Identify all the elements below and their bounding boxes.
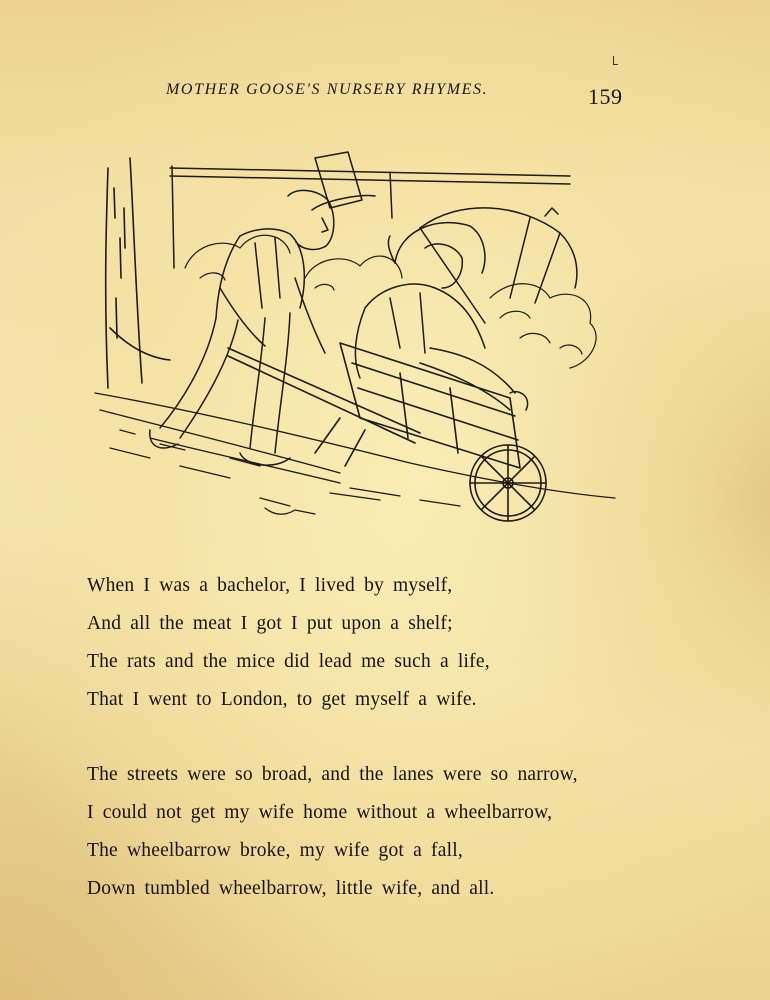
- running-title: MOTHER GOOSE'S NURSERY RHYMES.: [166, 81, 489, 98]
- tree-trunk: [106, 158, 170, 388]
- verse-line: The rats and the mice did lead me such a life,: [87, 651, 490, 672]
- stanza: [87, 567, 490, 719]
- page-mark: [613, 56, 618, 65]
- verse-line: And all the meat I got I put upon a shelf;: [87, 613, 453, 634]
- page-number: 159: [588, 84, 623, 109]
- stanza: [87, 756, 578, 908]
- verse-line: The streets were so broad, and the lanes were so narrow,: [87, 764, 578, 785]
- wheelbarrow-engraving: [90, 148, 620, 528]
- verse-line: I could not get my wife home without a wheelbarrow,: [87, 802, 553, 823]
- verse-line: The wheelbarrow broke, my wife got a fall,: [87, 840, 463, 861]
- verse-line: That I went to London, to get myself a wife.: [87, 689, 477, 710]
- verse-line: Down tumbled wheelbarrow, little wife, and all.: [87, 878, 495, 899]
- man-figure: [150, 152, 375, 465]
- woman-figure: [355, 208, 576, 410]
- verse-line: When I was a bachelor, I lived by myself,: [87, 575, 453, 596]
